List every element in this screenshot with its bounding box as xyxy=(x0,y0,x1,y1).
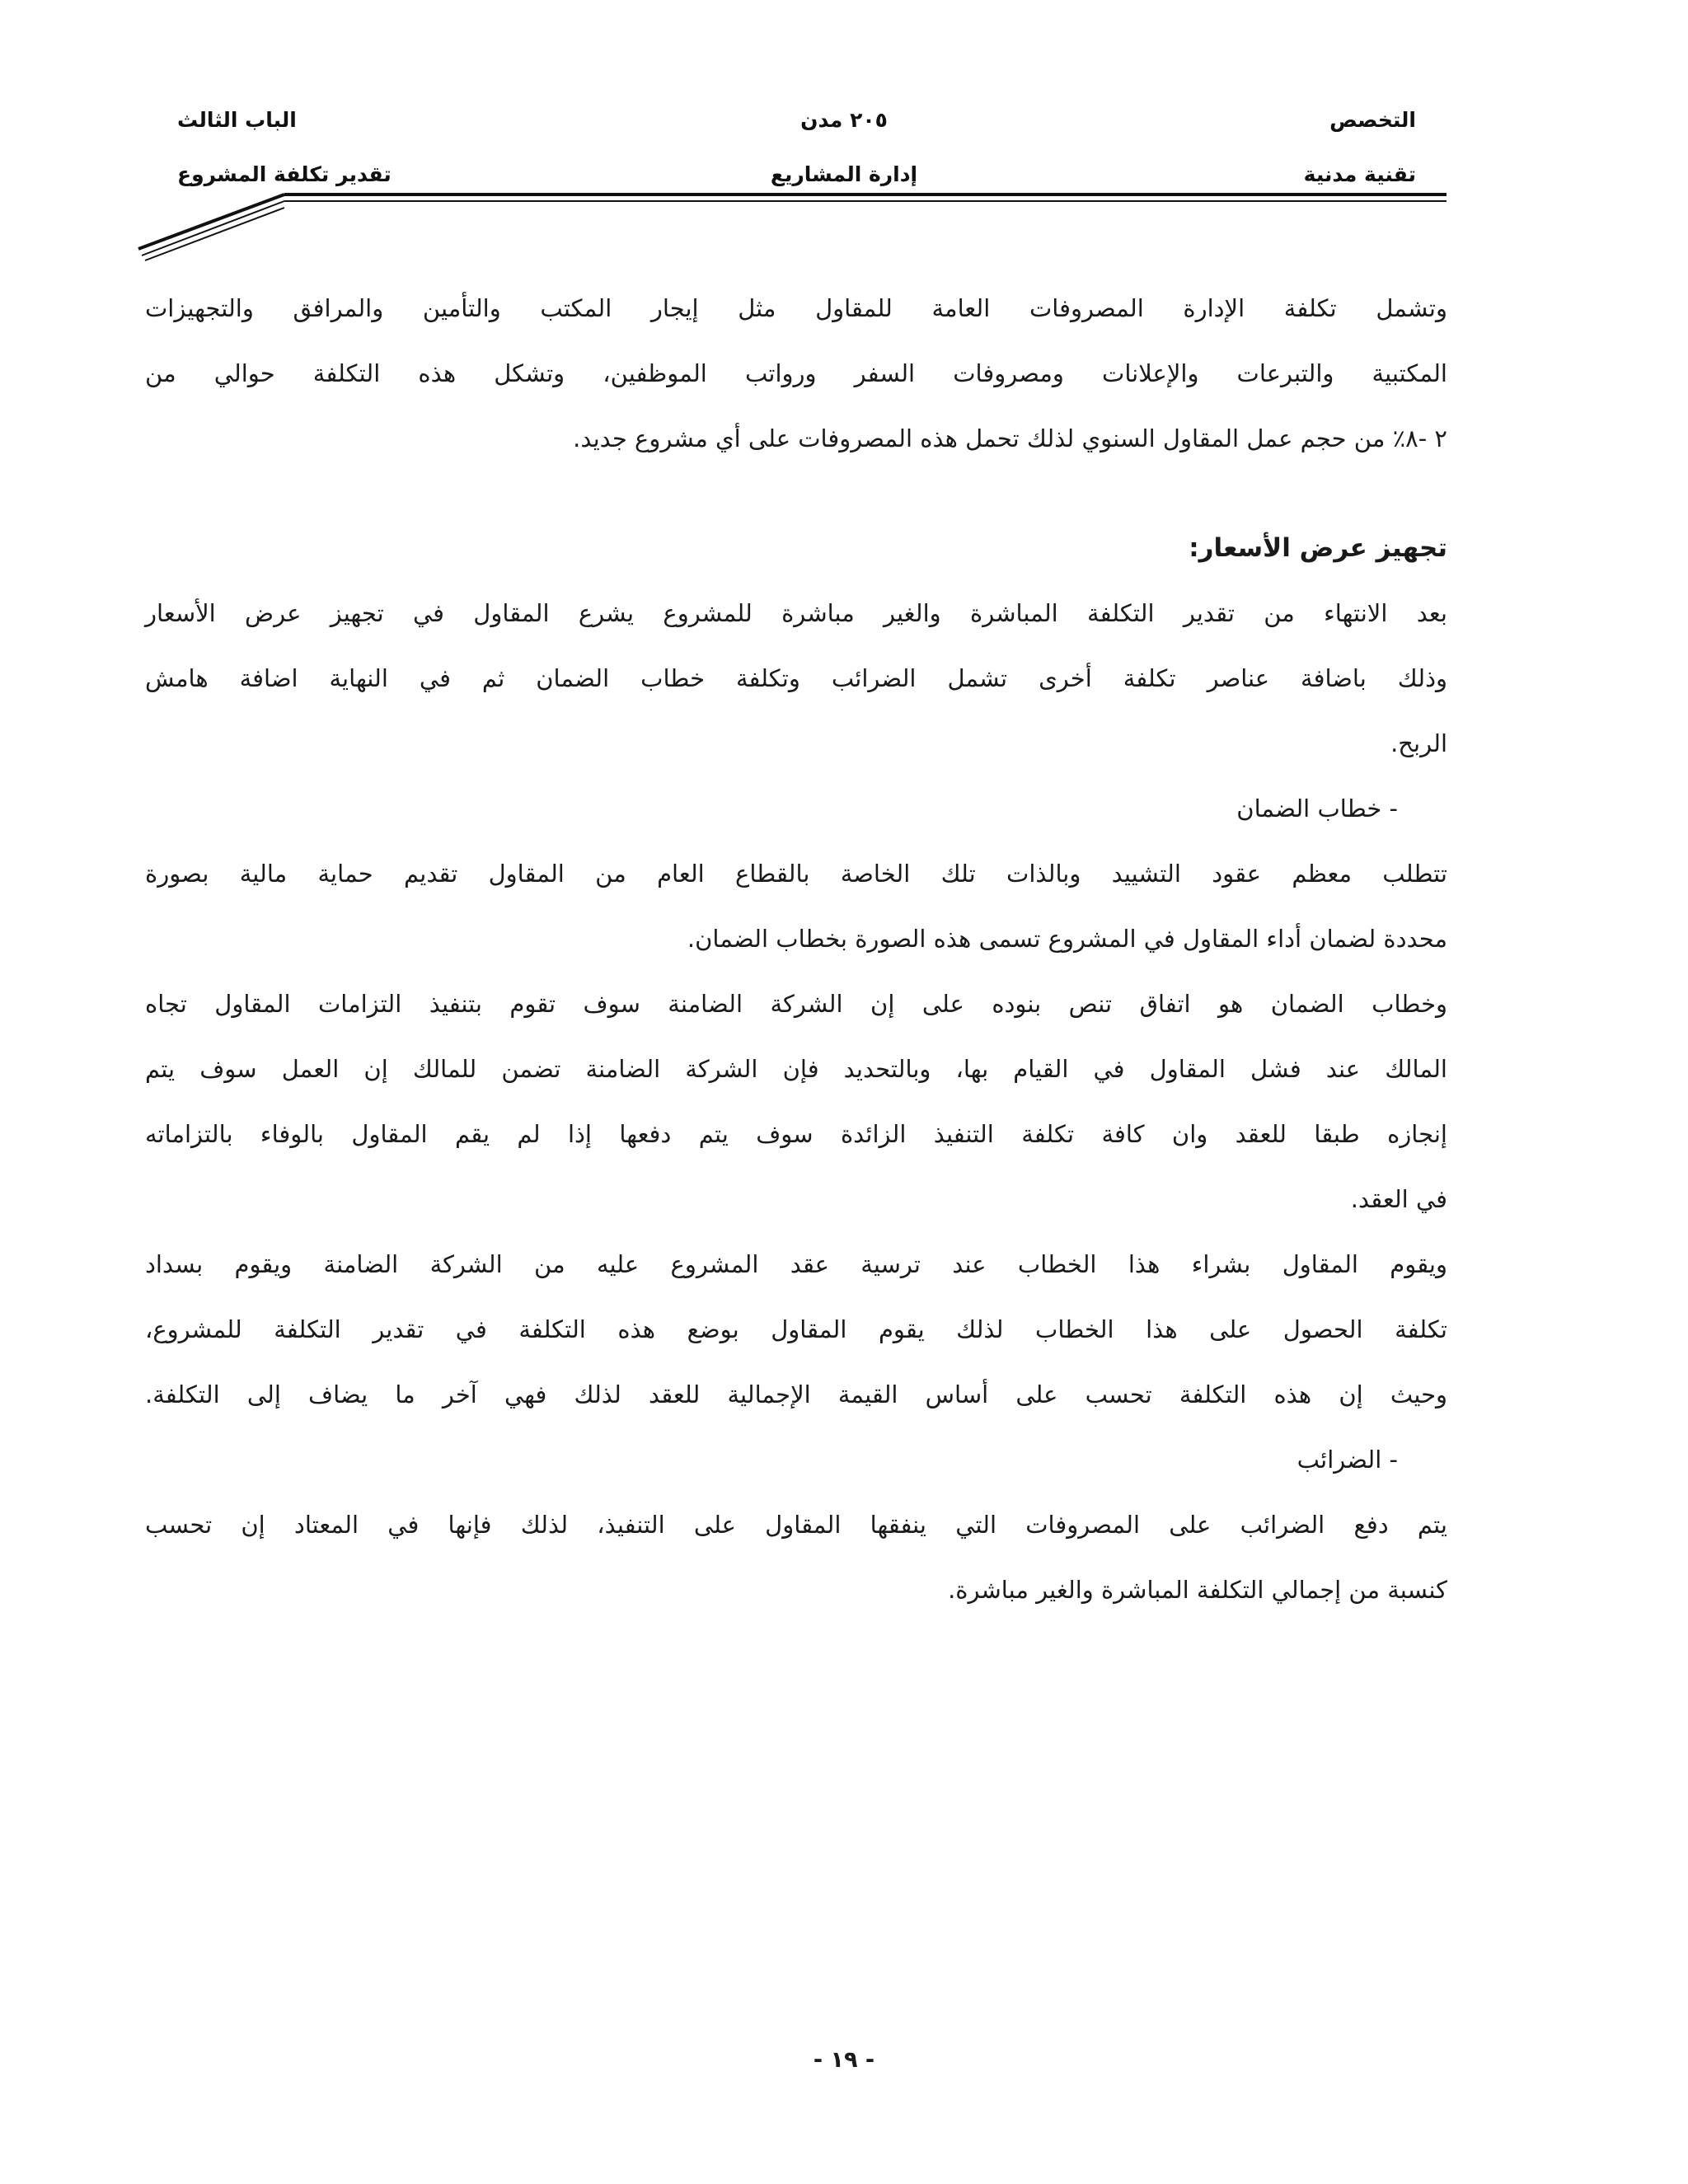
header-rule-slant-3 xyxy=(145,208,284,260)
header-rule xyxy=(0,0,1688,272)
paragraph-line: يتم دفع الضرائب على المصروفات التي ينفقها المقاول على التنفيذ، لذلك فإنها في المعتاد إن تحسب xyxy=(145,1511,1447,1539)
page-number: - ١٩ - xyxy=(813,2047,875,2073)
paragraph-line: وذلك باضافة عناصر تكلفة أخرى تشمل الضرائب وتكلفة خطاب الضمان ثم في النهاية اضافة هامش xyxy=(145,664,1447,692)
paragraph-line: تكلفة الحصول على هذا الخطاب لذلك يقوم المقاول بوضع هذه التكلفة في تقدير التكلفة للمشروع، xyxy=(145,1315,1447,1343)
header-rule-slant-1 xyxy=(138,194,284,249)
paragraph-line: وحيث إن هذه التكلفة تحسب على أساس القيمة الإجمالية للعقد لذلك فهي آخر ما يضاف إلى التكلفة. xyxy=(145,1380,1447,1408)
header-rule-slant-2 xyxy=(142,201,284,255)
header-chapter-title: تقدير تكلفة المشروع xyxy=(177,162,392,186)
paragraph-line: إنجازه طبقا للعقد وان كافة تكلفة التنفيذ الزائدة سوف يتم دفعها إذا لم يقم المقاول بالوفاء بالتزاماته xyxy=(145,1120,1447,1148)
paragraph-line: كنسبة من إجمالي التكلفة المباشرة والغير مباشرة. xyxy=(948,1576,1447,1604)
paragraph-line: تتطلب معظم عقود التشييد وبالذات تلك الخاصة بالقطاع العام من المقاول تقديم حماية مالية بصورة xyxy=(145,860,1447,888)
paragraph-line: وتشمل تكلفة الإدارة المصروفات العامة للمقاول مثل إيجار المكتب والتأمين والمرافق والتجهيزات xyxy=(145,294,1447,322)
paragraph-line: المكتبية والتبرعات والإعلانات ومصروفات السفر ورواتب الموظفين، وتشكل هذه التكلفة حوالي من xyxy=(145,359,1447,387)
section-heading: تجهيز عرض الأسعار: xyxy=(1189,533,1447,563)
paragraph-line: ويقوم المقاول بشراء هذا الخطاب عند ترسية عقد المشروع عليه من الشركة الضامنة ويقوم بسداد xyxy=(145,1250,1447,1278)
header-specialty-value: تقنية مدنية xyxy=(1303,162,1416,186)
bullet-item: - خطاب الضمان xyxy=(1236,794,1398,823)
body-content xyxy=(145,276,1447,1623)
header-course-code: ٢٠٥ مدن xyxy=(800,108,888,132)
paragraph-line: في العقد. xyxy=(1350,1185,1447,1213)
bullet-item: - الضرائب xyxy=(1296,1446,1398,1474)
paragraph-line: ٢ -٨٪ من حجم عمل المقاول السنوي لذلك تحمل هذه المصروفات على أي مشروع جديد. xyxy=(573,424,1447,452)
paragraph-line: وخطاب الضمان هو اتفاق تنص بنوده على إن الشركة الضامنة سوف تقوم بتنفيذ التزامات المقاول تجاه xyxy=(145,990,1447,1018)
header-course-name: إدارة المشاريع xyxy=(770,162,918,186)
paragraph-line: المالك عند فشل المقاول في القيام بها، وبالتحديد فإن الشركة الضامنة تضمن للمالك إن العمل سوف يتم xyxy=(145,1055,1447,1083)
paragraph-line: بعد الانتهاء من تقدير التكلفة المباشرة والغير مباشرة للمشروع يشرع المقاول في تجهيز عرض الأسعار xyxy=(145,599,1447,627)
paragraph-line: الربح. xyxy=(1390,729,1447,757)
header-chapter-label: الباب الثالث xyxy=(177,108,297,132)
paragraph-line: محددة لضمان أداء المقاول في المشروع تسمى هذه الصورة بخطاب الضمان. xyxy=(687,925,1447,953)
header-specialty-label: التخصص xyxy=(1329,108,1416,132)
